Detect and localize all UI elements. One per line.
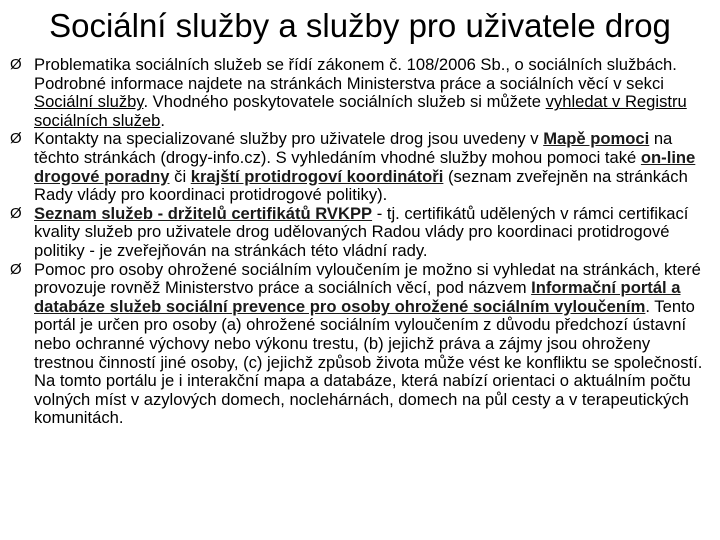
bullet-text: či [169, 166, 191, 186]
bullet-link[interactable]: Sociální služby [34, 92, 144, 112]
bullet-text: Pomoc pro osoby ohrožené sociálním vyloučením je možno si vyhledat na stránkách, které provozuje rovněž Ministerstvo práce a sociálních věcí, pod názvem [34, 259, 701, 298]
bullet-text: . [160, 110, 165, 130]
bullet-text: (seznam zveřejněn na stránkách Rady vlády pro koordinaci protidrogové politiky). [34, 166, 688, 205]
bullet-item [10, 205, 710, 261]
arrow-bullet-icon: Ø [10, 260, 22, 278]
bullet-item [10, 261, 710, 428]
bullet-link[interactable]: Informační portál a databáze služeb sociální prevence pro osoby ohrožené sociálním vyloučením [34, 278, 681, 316]
bullet-list [10, 56, 710, 428]
arrow-bullet-icon: Ø [10, 204, 22, 222]
bullet-text: - tj. certifikátů udělených v rámci certifikací kvality služeb pro uživatele drog udělovaných Radou vlády pro koordinaci protidrogové politiky - je zveřejňován na stránkách této vládní rady. [34, 203, 689, 260]
bullet-item [10, 130, 710, 204]
bullet-text: na těchto stránkách (drogy-info.cz). S vyhledáním vhodné služby mohou pomoci také [34, 129, 673, 167]
arrow-bullet-icon: Ø [10, 56, 22, 73]
bullet-text: . Tento portál je určen pro osoby (a) ohrožené sociálním vyloučením z důvodu předchozí ústavní nebo ochranné výchovy nebo výkonu trestu, (b) jejichž práva a zájmy jsou ohroženy trestnou činností jiné osoby, (c) jejichž způsob života může vést ke konfliktu se společností. Na tomto portálu je i interakční mapa a databáze, která nabízí orientaci o aktuálním počtu volných míst v azylových domech, noclehárnách, domech na půl cesty a v terapeutických komunitách. [34, 296, 703, 428]
bullet-link[interactable]: on-line drogové poradny [34, 147, 696, 186]
bullet-link[interactable]: krajští protidrogoví koordinátoři [190, 166, 444, 186]
bullet-item [10, 56, 710, 130]
bullet-text: Kontakty na specializované služby pro uživatele drog jsou uvedeny v [34, 129, 544, 149]
bullet-link[interactable]: Mapě pomoci [543, 129, 650, 149]
slide-title: Sociální služby a služby pro uživatele drog [49, 7, 671, 44]
bullet-link[interactable]: Seznam služeb - držitelů certifikátů RVKPP [34, 203, 373, 223]
arrow-bullet-icon: Ø [10, 130, 22, 148]
bullet-link[interactable]: vyhledat v Registru sociálních služeb [34, 92, 687, 130]
bullet-text: Problematika sociálních služeb se řídí zákonem č. 108/2006 Sb., o sociálních službách. Podrobné informace najdete na stránkách Ministerstva práce a sociálních věcí v sekci [34, 55, 677, 93]
bullet-text: . Vhodného poskytovatele sociálních služeb si můžete [143, 92, 546, 112]
